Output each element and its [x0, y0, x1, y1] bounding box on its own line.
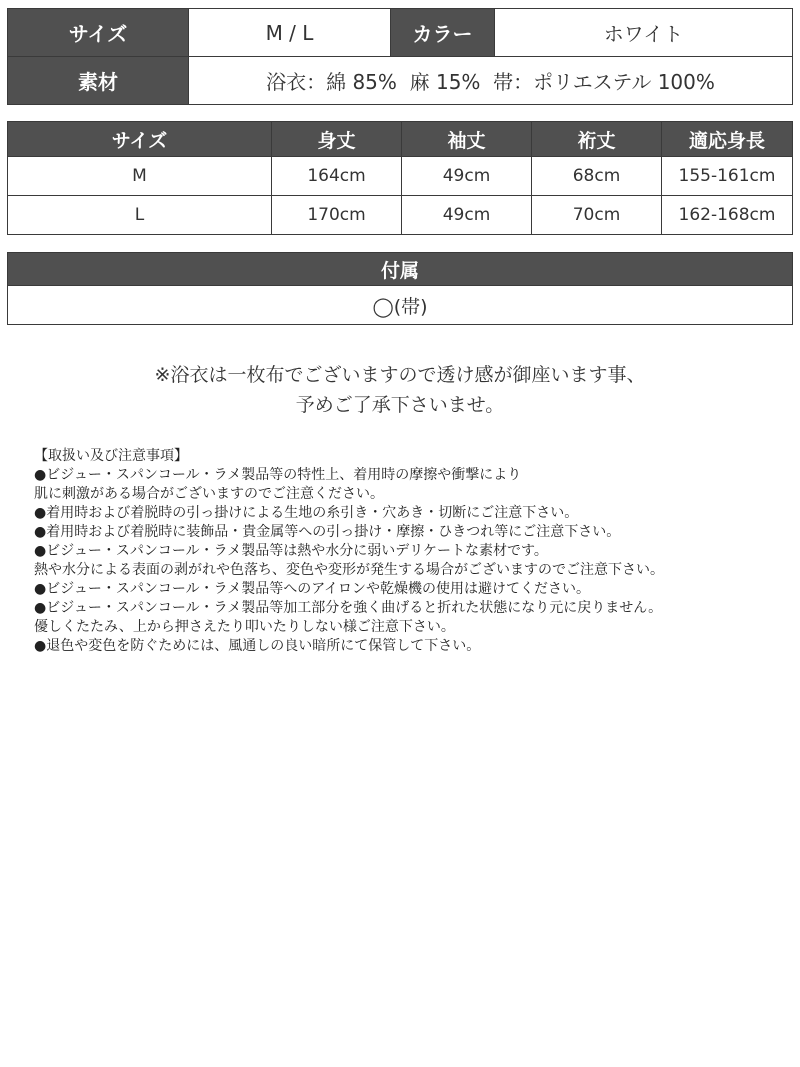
header-body-length: 身丈 [272, 122, 402, 157]
sheer-notice-line: ※浴衣は一枚布でございますので透け感が御座います事、 [154, 364, 646, 386]
row-sleeve-length: 49cm [402, 157, 532, 196]
care-line: ●ビジュー・スパンコール・ラメ製品等は熱や水分に弱いデリケートな素材です。 [34, 543, 548, 559]
care-line: 熱や水分による表面の剥がれや色落ち、変色や変形が発生する場合がございますのでご注意下さい。 [34, 562, 664, 578]
material-value: 浴衣：綿 85% 麻 15% 帯：ポリエステル 100% [189, 57, 793, 105]
row-size: M [8, 157, 272, 196]
care-line: 優しくたたみ、上から押さえたり叩いたりしない様ご注意下さい。 [34, 619, 455, 635]
size-value: M / L [189, 9, 391, 57]
table-row [8, 196, 793, 235]
sheer-notice [0, 360, 800, 420]
sheer-notice-line: 予めご了承下さいませ。 [295, 394, 505, 416]
care-line: ●着用時および着脱時に装飾品・貴金属等への引っ掛け・摩擦・ひきつれ等にご注意下さい。 [34, 524, 621, 540]
row-yuki-length: 68cm [532, 157, 662, 196]
row-sleeve-length: 49cm [402, 196, 532, 235]
header-sleeve-length: 袖丈 [402, 122, 532, 157]
care-line: ●ビジュー・スパンコール・ラメ製品等へのアイロンや乾燥機の使用は避けてください。 [34, 581, 590, 597]
size-table-header [8, 122, 793, 157]
care-line: ●ビジュー・スパンコール・ラメ製品等加工部分を強く曲げると折れた状態になり元に戻りません。 [34, 600, 663, 616]
accessories-value: ◯(帯) [8, 286, 793, 325]
spec-table [7, 8, 793, 105]
care-title: 【取扱い及び注意事項】 [34, 448, 188, 464]
table-row [8, 157, 793, 196]
header-size: サイズ [8, 122, 272, 157]
care-line: 肌に刺激がある場合がございますのでご注意ください。 [34, 486, 384, 502]
size-table [7, 121, 793, 235]
size-label: サイズ [8, 9, 189, 57]
material-label: 素材 [8, 57, 189, 105]
care-instructions [34, 447, 794, 656]
header-fit-height: 適応身長 [662, 122, 793, 157]
color-value: ホワイト [495, 9, 793, 57]
header-yuki-length: 裄丈 [532, 122, 662, 157]
care-line: ●着用時および着脱時の引っ掛けによる生地の糸引き・穴あき・切断にご注意下さい。 [34, 505, 579, 521]
care-line: ●ビジュー・スパンコール・ラメ製品等の特性上、着用時の摩擦や衝撃により [34, 467, 522, 483]
row-fit-height: 155-161cm [662, 157, 793, 196]
spec-row-size-color [8, 9, 793, 57]
row-body-length: 164cm [272, 157, 402, 196]
row-body-length: 170cm [272, 196, 402, 235]
accessories-label: 付属 [8, 253, 793, 286]
spec-row-material [8, 57, 793, 105]
row-size: L [8, 196, 272, 235]
accessories-value-row [8, 286, 793, 325]
row-yuki-length: 70cm [532, 196, 662, 235]
accessories-header-row [8, 253, 793, 286]
color-label: カラー [391, 9, 495, 57]
row-fit-height: 162-168cm [662, 196, 793, 235]
accessories-table [7, 252, 793, 325]
care-line: ●退色や変色を防ぐためには、風通しの良い暗所にて保管して下さい。 [34, 638, 481, 654]
